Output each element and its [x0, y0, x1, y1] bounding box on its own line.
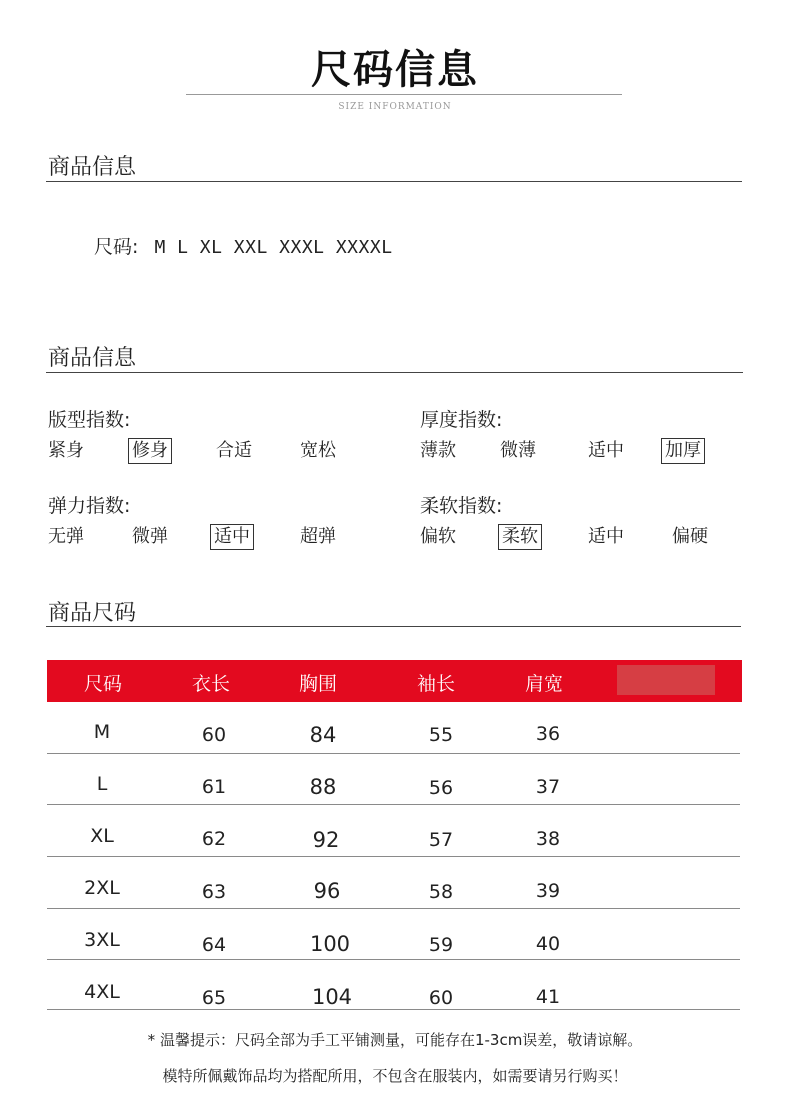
- table-cell-sleeve: 59: [428, 934, 454, 956]
- column-header-length: 衣长: [192, 673, 231, 695]
- table-cell-size: 4XL: [84, 981, 120, 1003]
- elasticity-index-title: 弹力指数:: [48, 495, 131, 517]
- table-cell-length: 63: [201, 881, 227, 903]
- softness-option-selected: 柔软: [498, 524, 542, 550]
- table-row-divider: [47, 753, 740, 754]
- table-cell-shoulder: 39: [535, 880, 561, 902]
- table-cell-sleeve: 56: [428, 777, 454, 799]
- elasticity-option: 微弹: [132, 526, 168, 547]
- column-header-sleeve: 袖长: [417, 673, 456, 695]
- fit-option: 合适: [216, 440, 252, 461]
- available-sizes: [94, 232, 393, 259]
- column-header-shoulder: 肩宽: [525, 673, 564, 695]
- table-cell-shoulder: 40: [535, 933, 561, 955]
- softness-option: 适中: [588, 526, 624, 547]
- thickness-option: 适中: [588, 440, 624, 461]
- table-cell-chest: 92: [312, 828, 340, 852]
- table-cell-chest: 100: [309, 932, 351, 956]
- thickness-option-selected: 加厚: [661, 438, 705, 464]
- accessory-note: 模特所佩戴饰品均为搭配所用，不包含在服装内，如需要请另行购买！: [162, 1067, 628, 1085]
- section-divider: [46, 181, 742, 182]
- table-cell-shoulder: 36: [535, 723, 561, 745]
- fit-option: 宽松: [300, 440, 336, 461]
- table-row-divider: [47, 856, 740, 857]
- table-cell-sleeve: 60: [428, 987, 454, 1009]
- thickness-index-title: 厚度指数:: [420, 409, 503, 431]
- elasticity-option-selected: 适中: [210, 524, 254, 550]
- header-blur-patch: [617, 665, 715, 695]
- thickness-option: 薄款: [420, 440, 456, 461]
- size-label: 尺码:: [94, 236, 139, 258]
- table-row-divider: [47, 804, 740, 805]
- tip-note: * 温馨提示：尺码全部为手工平铺测量，可能存在1-3cm误差，敬请谅解。: [147, 1031, 643, 1049]
- table-cell-chest: 96: [313, 879, 341, 903]
- table-row-divider: [47, 959, 740, 960]
- table-cell-length: 61: [201, 776, 227, 798]
- title-divider: [186, 94, 622, 95]
- elasticity-option: 超弹: [300, 526, 336, 547]
- table-cell-length: 60: [201, 724, 227, 746]
- table-cell-chest: 104: [311, 985, 353, 1009]
- section-heading-size-chart: 商品尺码: [48, 601, 137, 626]
- table-cell-shoulder: 41: [535, 986, 561, 1008]
- table-row-divider: [47, 1009, 740, 1010]
- table-cell-sleeve: 57: [428, 829, 454, 851]
- table-cell-sleeve: 55: [428, 724, 454, 746]
- table-row-divider: [47, 908, 740, 909]
- size-values: M L XL XXL XXXL XXXXL: [154, 237, 393, 258]
- table-cell-length: 65: [201, 987, 227, 1009]
- table-cell-size: 3XL: [84, 929, 120, 951]
- section-divider: [46, 626, 741, 627]
- section-divider: [46, 372, 743, 373]
- table-cell-length: 64: [201, 934, 227, 956]
- table-cell-chest: 88: [309, 775, 337, 799]
- table-cell-shoulder: 38: [535, 828, 561, 850]
- column-header-size: 尺码: [84, 673, 123, 695]
- table-cell-size: L: [96, 773, 108, 795]
- elasticity-option: 无弹: [48, 526, 84, 547]
- softness-option: 偏硬: [672, 526, 708, 547]
- table-cell-shoulder: 37: [535, 776, 561, 798]
- section-heading-product-info-2: 商品信息: [48, 346, 137, 371]
- thickness-option: 微薄: [500, 440, 536, 461]
- section-heading-product-info: 商品信息: [48, 155, 137, 180]
- page-subtitle: SIZE INFORMATION: [338, 102, 452, 112]
- softness-index-title: 柔软指数:: [420, 495, 503, 517]
- softness-option: 偏软: [420, 526, 456, 547]
- table-cell-size: 2XL: [84, 877, 120, 899]
- fit-option: 紧身: [48, 440, 84, 461]
- table-cell-length: 62: [201, 828, 227, 850]
- column-header-chest: 胸围: [299, 673, 338, 695]
- fit-index-title: 版型指数:: [48, 409, 131, 431]
- table-cell-sleeve: 58: [428, 881, 454, 903]
- table-cell-size: M: [93, 721, 111, 743]
- fit-option-selected: 修身: [128, 438, 172, 464]
- page-title: 尺码信息: [311, 47, 479, 93]
- size-table-header: [47, 660, 742, 702]
- table-cell-chest: 84: [309, 723, 337, 747]
- table-cell-size: XL: [90, 825, 114, 847]
